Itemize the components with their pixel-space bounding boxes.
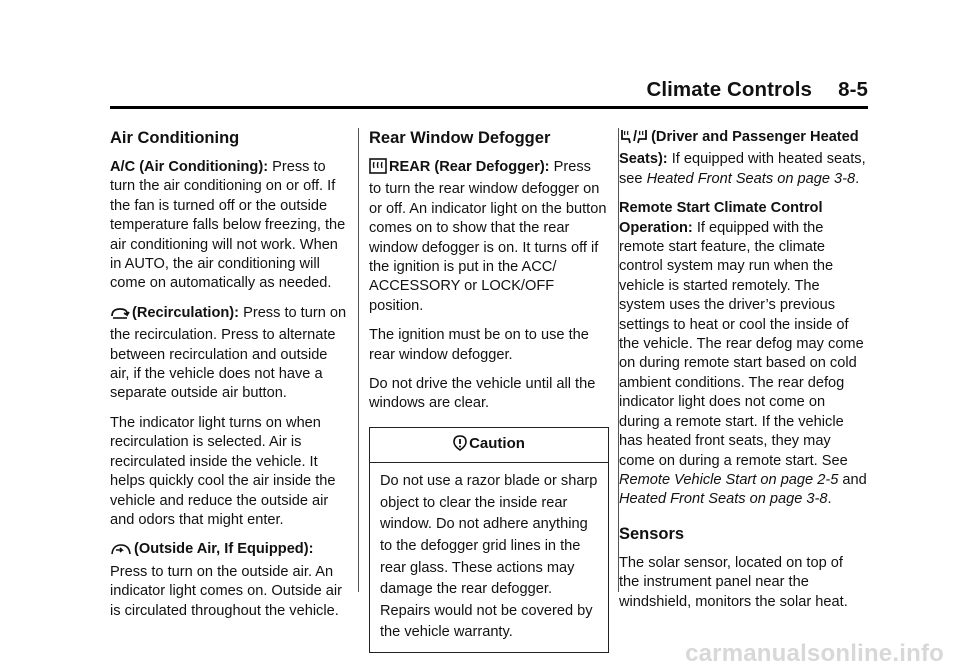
ref-remote-vehicle-start[interactable]: Remote Vehicle Start on page 2-5: [619, 471, 839, 488]
passenger-heated-seat-icon: [637, 128, 649, 150]
term-recirculation: (Recirculation):: [132, 304, 240, 321]
text-remote-start: If equipped with the remote start feature, the climate control system may run when the vehicle is started remotely. The system uses the driver’s previous settings to heat or cool the inside of the vehicle. The rear defog may come on during remote start based on cold ambient conditions. The rear defog indicator light does not come on during a remote start. If the vehicle has heated front seats, they may come on during a remote start. See: [619, 219, 864, 469]
driver-heated-seat-icon: [619, 128, 631, 150]
text-outside-air: Press to turn on the outside air. An indicator light comes on. Outside air is circulated throughout the vehicle.: [110, 563, 342, 619]
period: .: [827, 491, 832, 508]
watermark: carmanualsonline.info: [685, 640, 944, 667]
term-heated-seats: (Driver and Passenger Heated Seats):: [619, 129, 859, 168]
column-3: [619, 128, 867, 622]
paragraph-indicator: The indicator light turns on when recirculation is selected. Air is recirculated inside the vehicle. It helps quickly cool the air inside the vehicle and reduce the outside air and odors that might enter.: [110, 414, 336, 528]
paragraph-ignition: The ignition must be on to use the rear window defogger.: [369, 327, 589, 363]
caution-text: Do not use a razor blade or sharp object to clear the inside rear window. Do not adhere anything to the defogger grid lines in the rear glass. These actions may damage the rear defogger. Repairs would not be covered by the vehicle warranty.: [380, 473, 598, 641]
seat-separator: /: [633, 129, 638, 145]
caution-header: [370, 428, 608, 463]
paragraph-recirculation: [110, 304, 350, 404]
page-number: 8-5: [838, 78, 868, 101]
column-divider-1: [358, 128, 359, 592]
paragraph-ac: [110, 158, 350, 294]
text-heated-seats: If equipped with heated seats, see: [619, 151, 866, 187]
paragraph-heated-seats: [619, 128, 867, 189]
page-header: [646, 78, 868, 102]
ref-heated-front-seats-2[interactable]: Heated Front Seats on page 3-8: [619, 491, 828, 508]
term-remote-start: Remote Start Climate Control Operation:: [619, 200, 823, 236]
section-heading-sensors: Sensors: [619, 524, 685, 543]
text-recirculation: Press to turn on the recirculation. Press to alternate between recirculation and outside air, if the vehicle does not have a separate outside air button.: [110, 304, 347, 402]
period: .: [855, 170, 860, 187]
term-rear-defogger: REAR (Rear Defogger):: [389, 159, 550, 175]
paragraph-outside-air: [110, 540, 350, 621]
column-2: [369, 128, 607, 653]
section-heading-rear-defogger: Rear Window Defogger: [369, 129, 551, 147]
caution-title: Caution: [469, 434, 525, 452]
text-ac: Press to turn the air conditioning on or off. If the fan is turned off or the outside temperature falls below freezing, the air conditioning will not work. When in AUTO, the air conditioning will come on automatically as needed.: [110, 159, 346, 292]
paragraph-drive: Do not drive the vehicle until all the windows are clear.: [369, 376, 596, 412]
column-1: [110, 128, 350, 631]
caution-icon: [453, 435, 467, 456]
ref-heated-front-seats[interactable]: Heated Front Seats on page 3-8: [646, 170, 856, 187]
term-outside-air: (Outside Air, If Equipped):: [134, 541, 314, 558]
chapter-title: Climate Controls: [646, 78, 813, 101]
caution-box: [369, 427, 609, 653]
paragraph-sensors: The solar sensor, located on top of the instrument panel near the windshield, monitors the solar heat.: [619, 554, 848, 610]
paragraph-remote-start: [619, 199, 867, 510]
recirculation-icon: [110, 306, 130, 326]
conjunction-and: and: [842, 471, 867, 488]
outside-air-icon: [110, 542, 132, 562]
header-rule: [110, 106, 868, 109]
term-ac: A/C (Air Conditioning):: [110, 159, 269, 175]
section-heading-air-conditioning: Air Conditioning: [110, 129, 240, 147]
rear-defogger-icon: [369, 158, 387, 180]
paragraph-rear-defogger: [369, 158, 607, 316]
text-rear-defogger: Press to turn the rear window defogger on or off. An indicator light on the button comes on to show that the rear window defogger is on. It turns off if the ignition is put in the ACC/ ACCESSORY or LOCK/OFF position.: [369, 159, 607, 314]
